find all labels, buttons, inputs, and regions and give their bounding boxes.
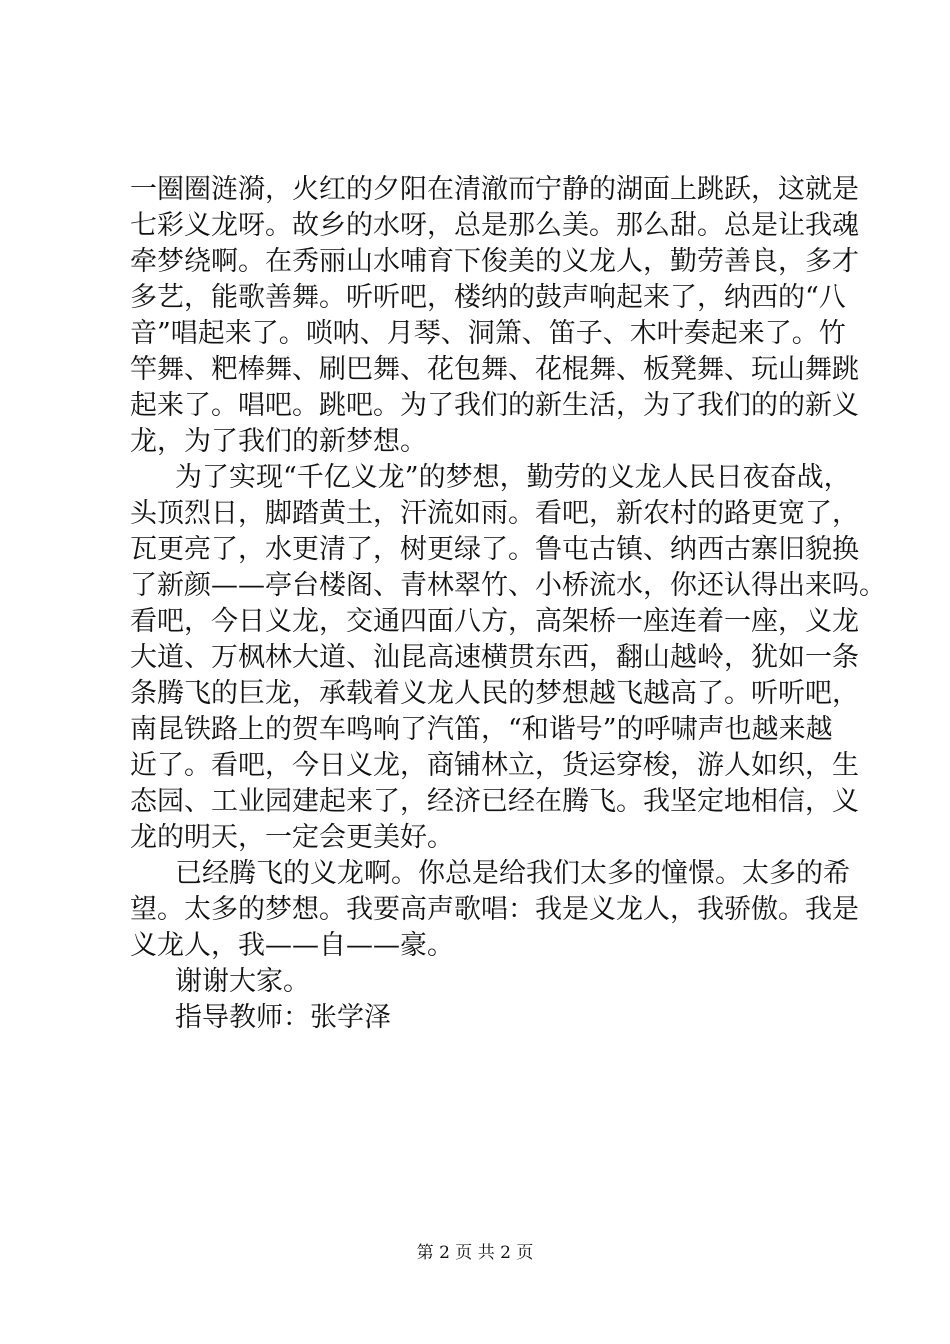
text-line: 态园、工业园建起来了，经济已经在腾飞。我坚定地相信，义: [130, 786, 859, 817]
text-line: 音”唱起来了。唢呐、月琴、洞箫、笛子、木叶奏起来了。竹: [130, 318, 846, 349]
text-line: 头顶烈日，脚踏黄土，汗流如雨。看吧，新农村的路更宽了，: [130, 498, 859, 529]
text-line: 条腾飞的巨龙，承载着义龙人民的梦想越飞越高了。听听吧，: [130, 678, 859, 709]
text-line: 竿舞、粑棒舞、刷巴舞、花包舞、花棍舞、板凳舞、玩山舞跳: [130, 354, 859, 385]
paragraph-start-line: 为了实现“千亿义龙”的梦想，勤劳的义龙人民日夜奋战，: [175, 462, 851, 493]
document-body: [130, 172, 886, 1036]
text-line: 望。太多的梦想。我要高声歌唱：我是义龙人，我骄傲。我是: [130, 894, 859, 925]
text-line: 近了。看吧，今日义龙，商铺林立，货运穿梭，游人如织，生: [130, 750, 859, 781]
text-line: 了新颜——亭台楼阁、青林翠竹、小桥流水，你还认得出来吗。: [130, 570, 886, 601]
text-line: 多艺，能歌善舞。听听吧，楼纳的鼓声响起来了，纳西的“八: [130, 282, 846, 313]
text-line: 龙，为了我们的新梦想。: [130, 426, 427, 457]
text-line: 义龙人，我——自——豪。: [130, 930, 454, 961]
text-line: 看吧，今日义龙，交通四面八方，高架桥一座连着一座，义龙: [130, 606, 859, 637]
page-number-footer: 第 2 页 共 2 页: [416, 1243, 534, 1263]
text-line: 南昆铁路上的贺车鸣响了汽笛，“和谐号”的呼啸声也越来越: [130, 714, 833, 745]
text-line: 一圈圈涟漪，火红的夕阳在清澈而宁静的湖面上跳跃，这就是: [130, 174, 859, 205]
instructor-credit: 指导教师：张学泽: [175, 1002, 391, 1033]
text-line: 起来了。唱吧。跳吧。为了我们的新生活，为了我们的的新义: [130, 390, 859, 421]
text-line: 龙的明天，一定会更美好。: [130, 822, 454, 853]
closing-thanks: 谢谢大家。: [175, 966, 310, 997]
text-line: 大道、万枫林大道、汕昆高速横贯东西，翻山越岭，犹如一条: [130, 642, 859, 673]
text-line: 牵梦绕啊。在秀丽山水哺育下俊美的义龙人，勤劳善良，多才: [130, 246, 859, 277]
text-line: 七彩义龙呀。故乡的水呀，总是那么美。那么甜。总是让我魂: [130, 210, 859, 241]
text-line: 瓦更亮了，水更清了，树更绿了。鲁屯古镇、纳西古寨旧貌换: [130, 534, 859, 565]
paragraph-start-line: 已经腾飞的义龙啊。你总是给我们太多的憧憬。太多的希: [175, 858, 850, 889]
